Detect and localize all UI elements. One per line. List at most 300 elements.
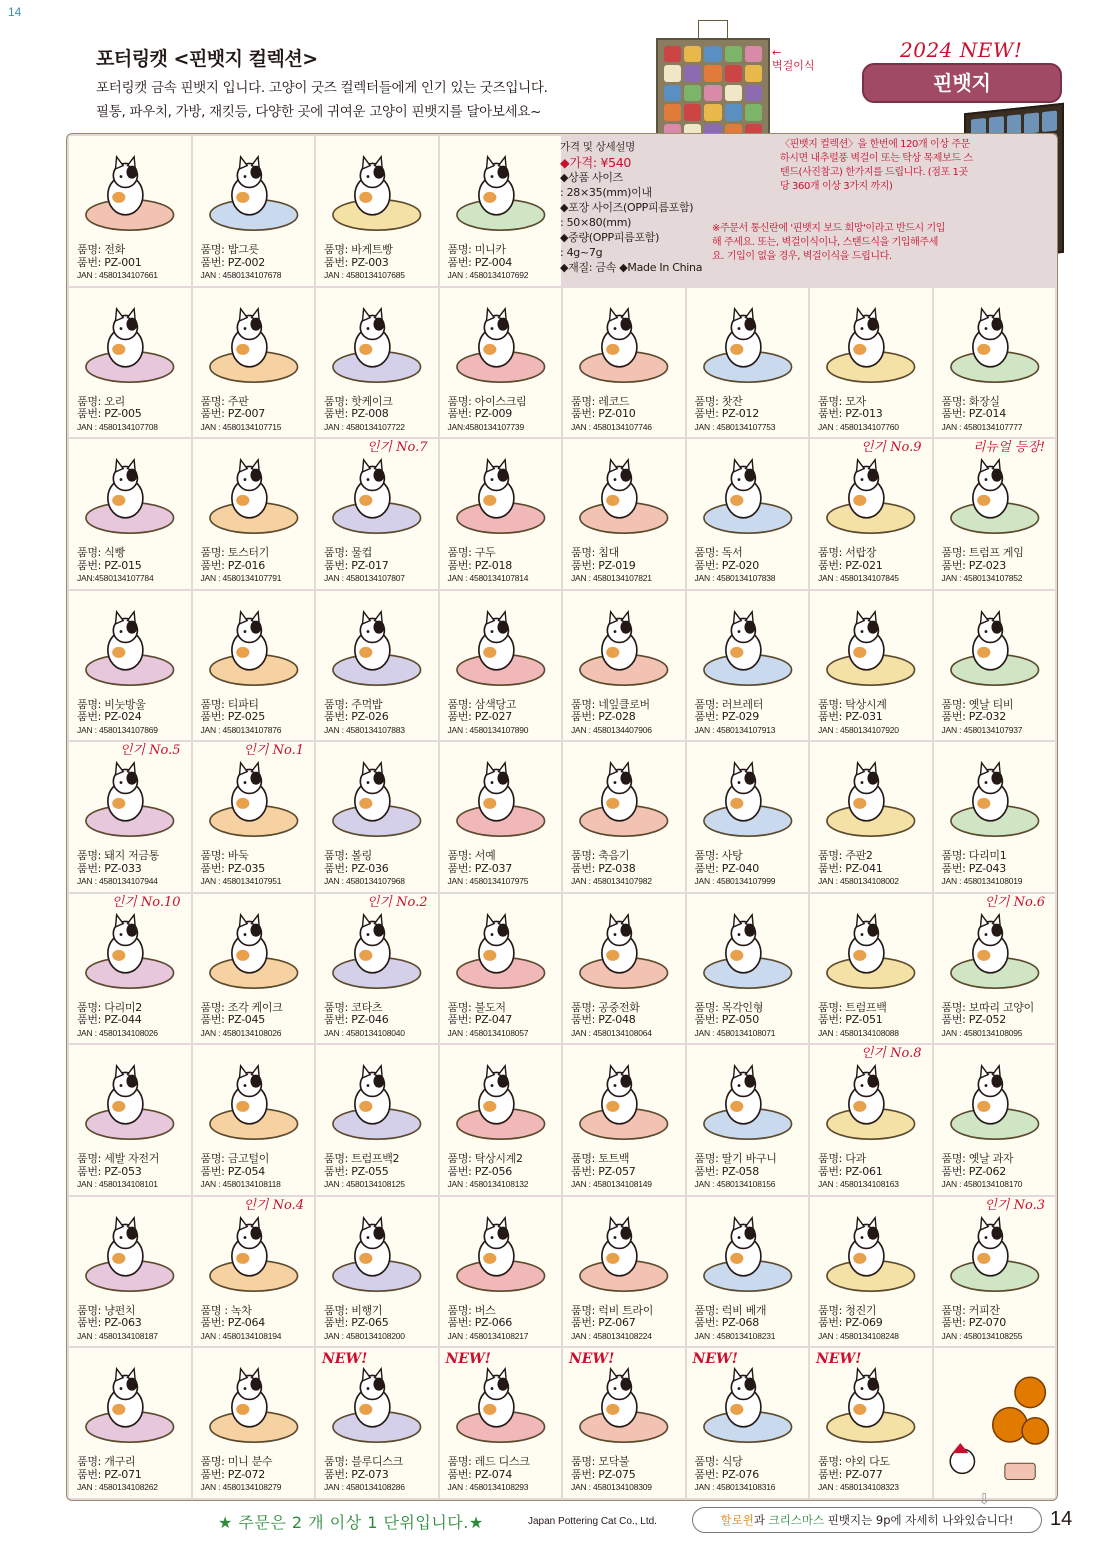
product-code: 품번: PZ-073 [324,1467,389,1481]
cat-pin-icon [940,447,1050,541]
product-info [695,1153,807,1191]
pin-illustration [446,1053,556,1147]
product-name: 품명: 목각인형 [694,1000,764,1014]
cat-pin-icon [816,1205,926,1299]
product-name: 품명: 옛날 과자 [941,1152,1014,1166]
product-name: 품명: 주판2 [818,849,873,863]
pin-illustration [693,750,803,844]
pin-illustration [816,1205,926,1299]
product-name: 품명: 주판 [200,394,249,408]
product-card [316,591,438,741]
product-name: 품명: 핫케이크 [324,394,393,408]
cat-pin-icon [816,1356,926,1450]
popularity-rank: 인기 No.2 [366,894,428,910]
halloween-text: 할로윈 [720,1513,754,1527]
product-jan: JAN : 4580134107708 [77,421,158,432]
product-name: 품명: 불도저 [447,1000,506,1014]
mini-pin [745,46,762,62]
product-jan: JAN : 4580134108323 [818,1482,899,1493]
product-jan: JAN : 4580134107951 [200,876,282,887]
pin-illustration [75,1053,185,1147]
product-code: 품번: PZ-016 [200,558,265,572]
product-name: 품명: 다리미2 [77,1000,142,1014]
product-card [440,288,562,438]
product-card [810,742,932,892]
product-card [316,742,438,892]
product-code: 품번: PZ-071 [77,1467,142,1481]
cat-pin-icon [199,144,309,238]
product-code: 품번: PZ-033 [77,861,142,875]
intro-line-1: 포터링캣 금속 핀뱃지 입니다. 고양이 굿즈 컬렉터들에게 인기 있는 굿즈입니다. [96,80,548,96]
cat-pin-icon [322,447,432,541]
cat-pin-icon [75,599,185,693]
product-name: 품명: 볼링 [324,849,372,863]
seasonal-note [692,1507,1042,1533]
product-grid [66,133,1058,1501]
popularity-rank: 리뉴얼 등장! [972,440,1045,456]
product-info [448,547,560,585]
product-info [818,1305,930,1343]
product-card [934,742,1056,892]
product-info [324,850,436,888]
product-code: 품번: PZ-013 [818,407,883,421]
product-code: 품번: PZ-052 [941,1013,1006,1027]
product-jan: JAN : 4580134108019 [941,876,1023,887]
product-card [810,1197,932,1347]
new-badge: NEW! [692,1351,738,1368]
pin-illustration [446,902,556,996]
product-code: 품번: PZ-027 [447,710,512,724]
product-code: 품번: PZ-026 [324,710,389,724]
detail-material: ◆재질: 금속 ◆Made In China [560,261,703,274]
product-jan: JAN : 4580134108026 [200,1027,282,1038]
product-info [695,699,807,737]
product-jan: JAN : 4580134107791 [200,573,282,584]
product-info [77,1456,189,1494]
product-code: 품번: PZ-065 [324,1316,389,1330]
cat-pin-icon [940,1205,1050,1299]
product-info [818,1002,930,1040]
pin-illustration [816,1053,926,1147]
product-name: 품명: 오리 [77,394,125,408]
product-card [69,894,191,1044]
product-card [563,591,685,741]
product-code: 품번: PZ-054 [200,1164,265,1178]
cat-pin-icon [446,296,556,390]
product-jan: JAN : 4580134107777 [941,421,1023,432]
product-jan: JAN : 4580134107920 [818,724,899,735]
product-info [448,1002,560,1040]
product-code: 품번: PZ-069 [818,1316,883,1330]
product-info [448,396,560,434]
product-name: 품명: 바둑 [200,849,249,863]
product-jan: JAN : 4580134108231 [694,1330,776,1341]
product-jan: JAN : 4580134108262 [77,1482,158,1493]
pin-illustration [816,447,926,541]
product-name: 품명: 티파티 [200,697,259,711]
mini-pin [704,65,721,81]
pin-illustration [693,296,803,390]
product-info [324,699,436,737]
product-jan: JAN : 4580134107814 [447,573,529,584]
pin-illustration [446,144,556,238]
product-card [563,1348,685,1498]
cat-pin-icon [322,902,432,996]
product-card [810,288,932,438]
popularity-rank: 인기 No.10 [111,894,181,910]
pin-illustration [322,599,432,693]
popularity-rank: 인기 No.4 [243,1197,304,1213]
seasonal-mid: 과 [753,1513,769,1527]
product-card [810,591,932,741]
product-info [818,1153,930,1191]
pin-illustration [199,144,309,238]
product-name: 품명: 세발 자전거 [77,1152,160,1166]
product-jan: JAN : 4580134108064 [571,1027,652,1038]
pin-illustration [199,447,309,541]
cat-pin-icon [199,1053,309,1147]
product-name: 품명: 비행기 [324,1303,383,1317]
mini-pin [745,85,762,101]
product-card [316,288,438,438]
pin-illustration [446,296,556,390]
product-name: 품명: 금고털이 [200,1152,270,1166]
product-info [571,699,683,737]
product-jan: JAN : 4580134108255 [941,1330,1023,1341]
product-jan: JAN : 4580134108293 [447,1482,529,1493]
product-info [942,396,1054,434]
product-info [324,396,436,434]
detail-pack-label: ◆포장 사이즈(OPP피름포함) [560,201,694,214]
product-code: 품번: PZ-007 [200,407,265,421]
product-card [563,1197,685,1347]
product-card [69,136,191,286]
product-info [448,699,560,737]
product-name: 품명: 트럼프백 [818,1000,887,1014]
product-name: 품명: 개구리 [77,1455,136,1469]
cat-pin-icon [75,902,185,996]
product-code: 품번: PZ-045 [200,1013,265,1027]
cat-pin-icon [199,447,309,541]
pin-illustration [199,1205,309,1299]
cat-pin-icon [199,599,309,693]
product-jan: JAN : 4580134107678 [200,270,282,281]
product-info [818,850,930,888]
wall-display-photo [656,20,770,148]
pin-illustration [693,447,803,541]
product-name: 품명: 미니카 [447,243,506,257]
product-info [77,396,189,434]
product-jan: JAN : 4580134108309 [571,1482,652,1493]
product-info [448,850,560,888]
product-info [201,850,313,888]
product-jan: JAN : 4580134407906 [571,724,652,735]
cat-pin-icon [940,750,1050,844]
product-info [448,244,560,282]
product-code: 품번: PZ-035 [200,861,265,875]
product-info [571,1002,683,1040]
cat-pin-icon [569,750,679,844]
cat-pin-icon [199,296,309,390]
product-card [69,1197,191,1347]
product-info [695,1305,807,1343]
pin-illustration [569,1356,679,1450]
product-card [810,1045,932,1195]
product-code: 품번: PZ-056 [447,1164,512,1178]
product-code: 품번: PZ-036 [324,861,389,875]
pin-illustration [569,1205,679,1299]
product-code: 품번: PZ-075 [571,1467,636,1481]
pin-illustration [75,902,185,996]
new-badge: NEW! [445,1351,491,1368]
cat-pin-icon [446,750,556,844]
product-jan: JAN : 4580134107753 [694,421,776,432]
product-name: 품명: 다리미1 [941,849,1007,863]
product-jan: JAN : 4580134108149 [571,1179,652,1190]
product-jan: JAN : 4580134108224 [571,1330,652,1341]
product-code: 품번: PZ-076 [694,1467,759,1481]
pin-illustration [940,750,1050,844]
product-code: 품번: PZ-031 [818,710,883,724]
cat-pin-icon [199,750,309,844]
mini-pin [704,85,721,101]
product-code: 품번: PZ-057 [571,1164,636,1178]
product-code: 품번: PZ-001 [77,255,142,269]
product-info [77,850,189,888]
product-card [934,439,1056,589]
cat-pin-icon [569,447,679,541]
product-name: 품명: 비눗방울 [77,697,146,711]
product-card [193,591,315,741]
mini-pin [704,46,721,62]
product-name: 품명: 코타츠 [324,1000,383,1014]
seasonal-tail: 핀뱃지는 9p에 자세히 나와있습니다! [824,1513,1014,1527]
product-info [77,1153,189,1191]
board-offer-note: 〈핀뱃지 컬렉션〉을 한번에 120개 이상 주문하시면 내추럴풍 벽걸이 또는 탁상 목제보드 스탠드(사진참고) 한가지를 드립니다. (점포 1곳당 360개 이상 3가지 까지) [780,139,973,192]
pin-illustration [940,599,1050,693]
product-card [193,1045,315,1195]
product-jan: JAN : 4580134108040 [324,1027,405,1038]
product-jan: JAN : 4580134108316 [694,1482,776,1493]
product-info [201,699,313,737]
product-card [934,1197,1056,1347]
product-name: 품명: 화장실 [941,394,1000,408]
product-card [440,439,562,589]
product-card [687,1348,809,1498]
product-code: 품번: PZ-028 [571,710,636,724]
detail-weight-label: ◆중량(OPP피름포함) [560,231,660,244]
pin-illustration [199,902,309,996]
cat-pin-icon [322,296,432,390]
product-card [316,439,438,589]
product-jan: JAN:4580134107784 [77,573,154,584]
product-jan: JAN : 4580134108200 [324,1330,405,1341]
product-name: 품명: 토트백 [571,1152,630,1166]
product-card [69,1045,191,1195]
pin-illustration [446,447,556,541]
cat-pin-icon [75,1053,185,1147]
pin-illustration [569,1053,679,1147]
product-name: 품명: 미니 분수 [200,1455,273,1469]
product-code: 품번: PZ-003 [324,255,389,269]
product-name: 품명: 럭비 트라이 [571,1303,654,1317]
popularity-rank: 인기 No.5 [119,743,181,759]
product-name: 품명: 러브레터 [694,697,764,711]
product-name: 품명: 야외 다도 [818,1455,890,1469]
new-badge: NEW! [322,1351,368,1368]
product-jan: JAN : 4580134108118 [200,1179,281,1190]
product-card [440,1348,562,1498]
product-jan: JAN : 4580134107852 [941,573,1023,584]
product-card [687,1045,809,1195]
product-jan: JAN : 4580134107968 [324,876,405,887]
pin-illustration [322,296,432,390]
product-code: 품번: PZ-002 [200,255,265,269]
product-code: 품번: PZ-005 [77,407,142,421]
product-card [440,136,562,286]
pin-illustration [446,750,556,844]
product-code: 품번: PZ-066 [447,1316,512,1330]
product-card [810,439,932,589]
cat-pin-icon [446,447,556,541]
product-jan: JAN : 4580134108194 [200,1330,282,1341]
cat-pin-icon [816,599,926,693]
product-code: 품번: PZ-020 [694,558,759,572]
cat-pin-icon [446,1205,556,1299]
popularity-rank: 인기 No.3 [984,1197,1045,1213]
cat-pin-icon [75,750,185,844]
cat-pin-icon [199,1205,309,1299]
product-jan: JAN : 4580134107661 [77,270,158,281]
product-info [448,1456,560,1494]
cat-pin-icon [940,296,1050,390]
intro-line-2: 필통, 파우치, 가방, 재킷등, 다양한 곳에 귀여운 고양이 핀뱃지를 달아보세요~ [96,104,542,120]
product-jan: JAN : 4580134107807 [324,573,405,584]
product-jan: JAN : 4580134108071 [694,1027,776,1038]
product-name: 품명: 버스 [447,1303,496,1317]
pin-illustration [816,902,926,996]
pin-illustration [940,1053,1050,1147]
product-jan: JAN : 4580134107838 [694,573,776,584]
product-code: 품번: PZ-029 [694,710,759,724]
product-jan: JAN : 4580134108279 [200,1482,282,1493]
mini-pin [704,104,721,120]
product-name: 품명: 축음기 [571,849,630,863]
product-info [818,396,930,434]
product-info [695,1456,807,1494]
cat-pin-icon [693,750,803,844]
product-info [324,1002,436,1040]
product-code: 품번: PZ-015 [77,558,142,572]
mini-pin [1024,112,1039,134]
pin-illustration [693,902,803,996]
intro-text [96,76,548,124]
product-jan: JAN : 4580134107876 [200,724,282,735]
product-name: 품명: 레코드 [571,394,630,408]
pin-illustration [940,902,1050,996]
cat-pin-icon [569,1053,679,1147]
product-name: 품명 : 녹차 [200,1303,252,1317]
product-info [324,1153,436,1191]
product-card [687,1197,809,1347]
product-info [571,1305,683,1343]
product-info [324,1305,436,1343]
product-card [193,742,315,892]
pin-illustration [75,447,185,541]
product-code: 품번: PZ-004 [447,255,512,269]
product-name: 품명: 레드 디스크 [447,1455,530,1469]
detail-size-value: : 28×35(mm)이내 [560,186,652,199]
product-code: 품번: PZ-058 [694,1164,759,1178]
mini-pin [684,46,701,62]
product-info [695,1002,807,1040]
cat-pin-icon [816,750,926,844]
cat-pin-icon [940,599,1050,693]
product-card [440,1045,562,1195]
page-number-top: 14 [8,5,22,19]
pin-illustration [693,1205,803,1299]
product-code: 품번: PZ-010 [571,407,636,421]
product-card [687,439,809,589]
pin-illustration [322,144,432,238]
product-code: 품번: PZ-055 [324,1164,389,1178]
product-code: 품번: PZ-062 [941,1164,1006,1178]
product-jan: JAN:4580134107739 [447,421,524,432]
product-card [440,742,562,892]
product-name: 품명: 식빵 [77,546,125,560]
product-jan: JAN : 4580134108132 [447,1179,529,1190]
cat-pin-icon [446,144,556,238]
pin-illustration [446,599,556,693]
pin-illustration [75,599,185,693]
product-name: 품명: 탁상시계2 [447,1152,523,1166]
product-info [571,1153,683,1191]
category-badge: 핀뱃지 [862,63,1062,103]
mini-pin [664,46,681,62]
product-code: 품번: PZ-044 [77,1013,142,1027]
cat-pin-icon [75,296,185,390]
page-number-bottom: 14 [1050,1508,1073,1530]
product-card [687,288,809,438]
product-code: 품번: PZ-068 [694,1316,759,1330]
cat-pin-icon [940,1053,1050,1147]
product-card [440,1197,562,1347]
product-info [201,1305,313,1343]
pin-illustration [322,1053,432,1147]
pumpkin-icon [934,1348,1056,1498]
cat-pin-icon [75,1356,185,1450]
product-jan: JAN : 4580134107746 [571,421,652,432]
product-jan: JAN : 4580134108156 [694,1179,776,1190]
mini-pin [1042,110,1057,132]
product-card [687,591,809,741]
cat-pin-icon [816,447,926,541]
product-info [77,1002,189,1040]
product-jan: JAN : 4580134107913 [694,724,776,735]
product-info [571,547,683,585]
product-name: 품명: 트럼프 게임 [941,546,1024,560]
product-jan: JAN : 4580134107821 [571,573,652,584]
product-info [571,1456,683,1494]
product-card [687,742,809,892]
product-name: 품명: 모닥불 [571,1455,630,1469]
product-name: 품명: 옛날 티비 [941,697,1014,711]
hanger-icon [698,20,728,40]
halloween-preview [934,1348,1056,1498]
product-code: 품번: PZ-023 [941,558,1006,572]
new-badge: NEW! [816,1351,862,1368]
pin-illustration [816,750,926,844]
